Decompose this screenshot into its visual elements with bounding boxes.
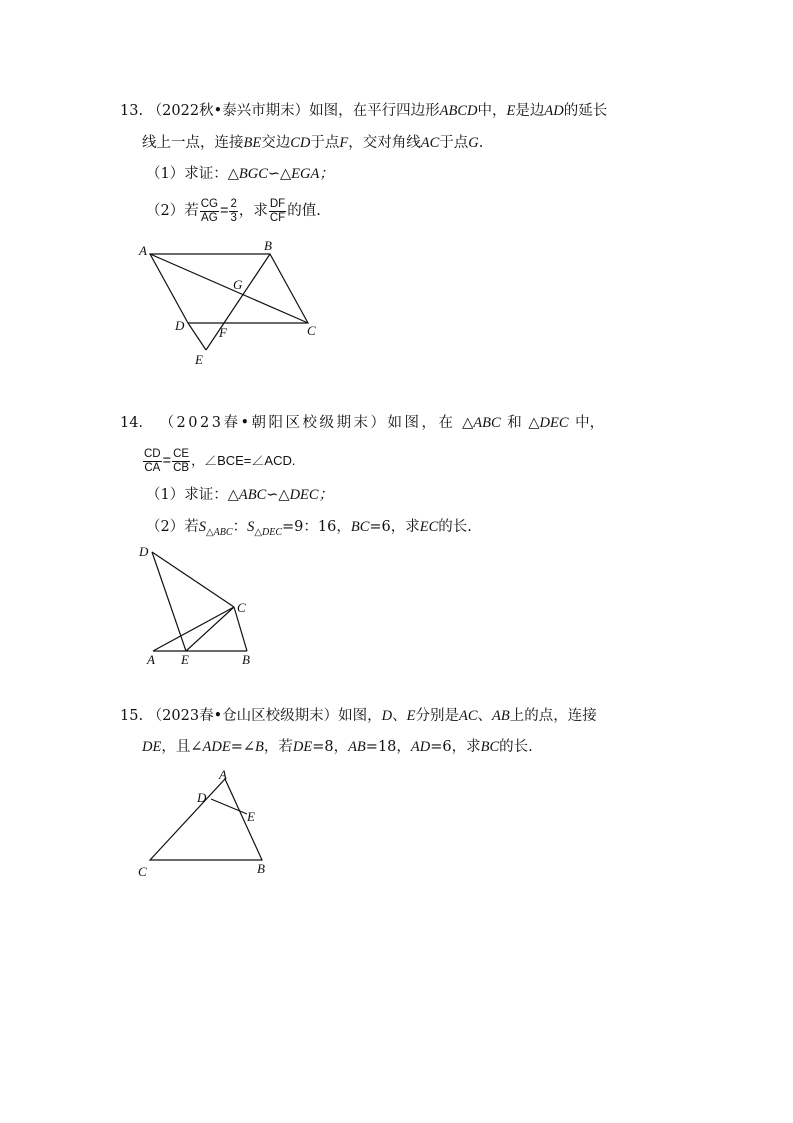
figure-parallelogram [130,236,330,371]
var: EC [419,519,439,535]
text: ，∠BCE=∠ACD. [191,453,296,468]
text: 上的点，连接 [509,708,597,724]
denominator: CB [173,461,190,474]
text: =18， [365,739,411,755]
var: AB [348,739,366,755]
figure-triangle-abc [130,764,280,884]
var: S [247,519,255,535]
text: 如图，在平行四边形 [309,103,440,119]
label-a: A [219,767,227,782]
segment-dc [152,552,234,607]
text: （2）若 [146,203,199,219]
var: DE [292,739,313,755]
label-g: G [233,277,243,292]
text: =6，求 [430,739,481,755]
text: =∠ [230,739,255,755]
denominator: 3 [230,211,237,224]
var: S [198,519,206,535]
label-c: C [138,864,147,879]
text: 线上一点，连接 [142,135,244,151]
segment-de [188,323,206,350]
text: 分别是 [415,708,459,724]
problem-number: 13. [120,103,144,119]
problem-14-line-2: $\frac{CD}{CA}$ = $\frac{CE}{CB}$ ，∠BCE=∠ACD. [144,447,296,474]
var: AD [410,739,431,755]
var: G [468,135,479,151]
problem-13-line-1 [120,101,607,121]
subscript: △DEC [254,526,283,538]
var: ADE [202,739,231,755]
numerator: CE [173,447,190,460]
text: ，交对角线 [348,135,421,151]
numerator: 2 [230,197,237,210]
denominator: CA [144,461,161,474]
var: △DEC [528,415,569,431]
var: DE [142,739,162,755]
text: ： [232,519,248,535]
text: 的延长 [563,103,608,119]
problem-13-line-2 [142,133,483,153]
label-d: D [197,790,207,805]
var: CD [290,135,311,151]
text: 如图，在 [387,415,456,431]
problem-source: （2022秋•泰兴市期末） [147,103,310,119]
text: 中， [575,415,605,431]
text: 于点 [310,135,340,151]
text: 如图， [338,708,382,724]
problem-14-line-1 [120,413,604,433]
subscript: △ABC [205,526,233,538]
text: ，且∠ [161,739,203,755]
problem-13-part-1 [146,164,334,184]
text: 和 [507,415,522,431]
text: 交边 [261,135,291,151]
problem-14-part-1 [146,485,333,505]
problem-13-part-2: （2）若 $\frac{CG}{AG}$ = $\frac{2}{3}$ ，求 $\frac{DF}{CF}$ 的值. [146,197,321,224]
var: AD [544,103,564,119]
label-b: B [264,238,272,253]
label-b: B [242,652,250,667]
problem-15-line-1 [120,706,597,726]
text: 中， [477,103,507,119]
label-d: D [139,544,149,559]
var: BC [350,519,370,535]
text: （1）求证： [146,166,228,182]
text: . [478,135,484,151]
label-e: E [181,652,189,667]
text: （1）求证： [146,487,228,503]
var: BE [243,135,262,151]
text: （2）若 [146,519,199,535]
expr: △BGC∽△EGA； [227,166,334,182]
var: AC [458,708,478,724]
fraction [229,198,237,225]
problem-source: （2023春•仓山区校级期末） [147,708,339,724]
text: ，求 [238,203,268,219]
label-f: F [219,325,227,340]
text: =8， [312,739,349,755]
label-a: A [147,652,155,667]
problem-15-line-2 [142,737,533,757]
problem-number: 15. [120,708,144,724]
text: =9：16， [282,519,351,535]
text: 的长. [499,739,533,755]
var: BC [480,739,500,755]
label-b: B [257,861,265,876]
text: 的长. [438,519,472,535]
var: D [381,708,393,724]
var: △ABC [462,415,501,431]
numerator: DF [269,197,286,210]
var: E [406,708,416,724]
text: ，若 [263,739,293,755]
denominator: CF [269,211,286,224]
var: ABCD [439,103,478,119]
var: E [506,103,516,119]
label-c: C [237,600,246,615]
label-c: C [307,323,316,338]
numerator: CG [200,197,218,210]
fraction [172,448,190,475]
fraction [200,198,219,225]
label-d: D [175,318,185,333]
segment-ac [150,254,308,323]
var: AC [420,135,440,151]
fraction [269,198,286,225]
numerator: CD [144,447,161,460]
text: =6，求 [369,519,420,535]
label-a: A [139,243,147,258]
text: 、 [477,708,493,724]
segment-de [211,799,247,814]
var: B [255,739,264,755]
var: AB [492,708,510,724]
text: 的值. [287,203,321,219]
problem-number: 14． [120,415,153,431]
problem-14-part-2 [146,517,472,543]
expr: △ABC∽△DEC； [227,487,334,503]
var: F [339,135,349,151]
fraction [143,448,162,475]
denominator: AG [201,211,218,224]
text: 于点 [439,135,469,151]
text: 、 [392,708,407,724]
text: 是边 [515,103,545,119]
label-e: E [195,352,203,367]
problem-source: （2023春•朝阳区校级期末） [159,415,388,431]
figure-two-triangles [130,540,270,670]
label-e: E [247,809,255,824]
